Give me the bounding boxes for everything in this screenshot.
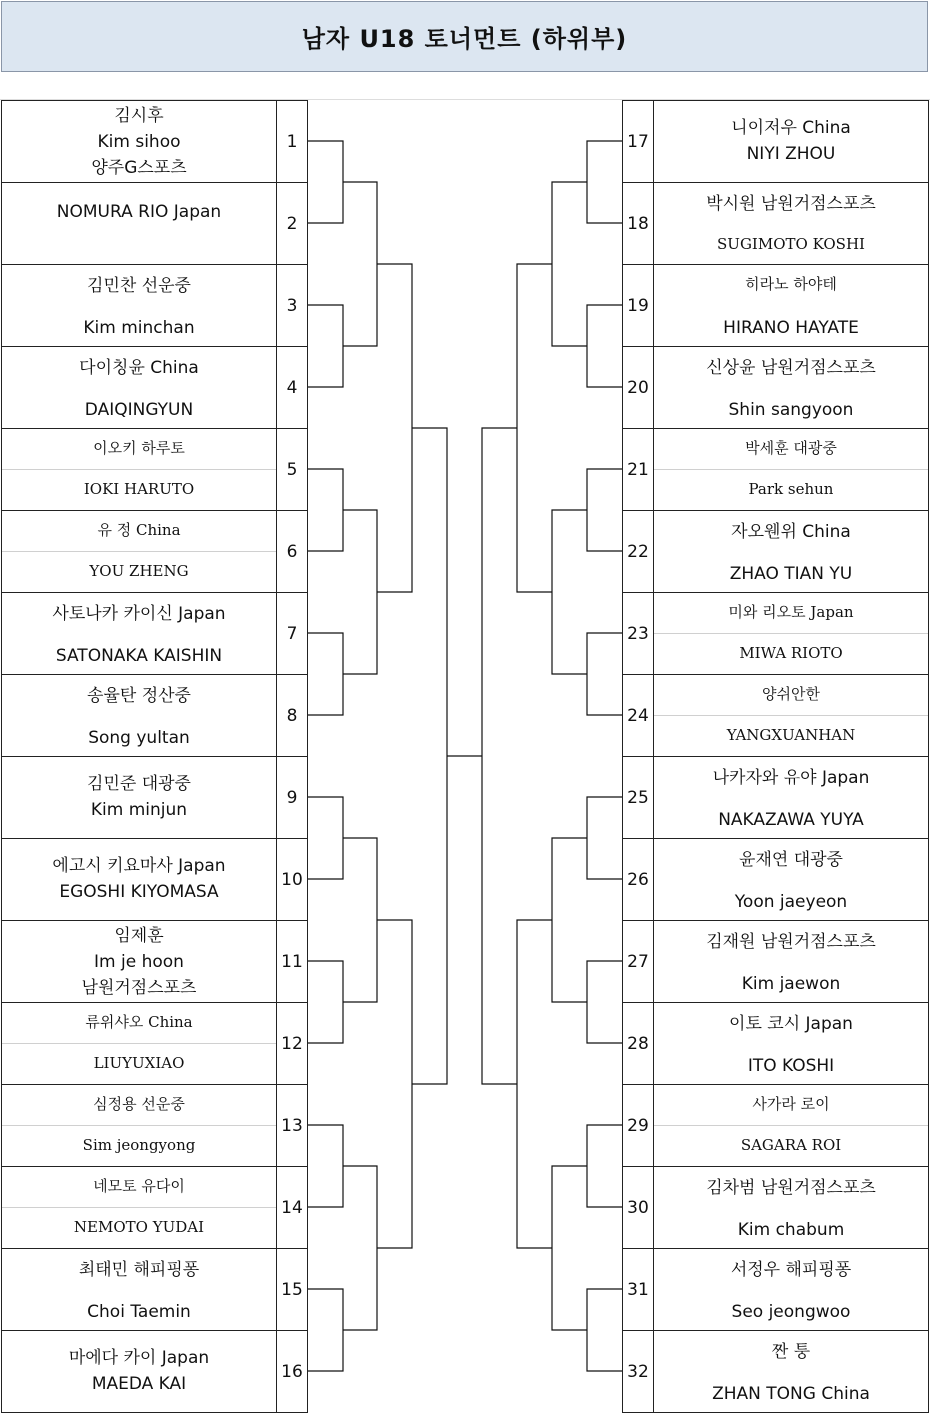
player-detail: ITO KOSHI [747,1056,835,1076]
right-bracket-r1 [587,305,622,387]
seed-number: 17 [622,100,654,183]
left-bracket-r2 [343,182,377,346]
player-name: 윤재연 대광중 [739,850,843,870]
seed-number: 8 [276,674,308,757]
left-bracket-r1 [308,797,343,879]
seed-number: 4 [276,346,308,429]
player-detail: IOKI HARUTO [83,480,195,498]
seed-number: 3 [276,264,308,347]
seed-number: 26 [622,838,654,921]
player-name: 신상윤 남원거점스포츠 [706,358,876,378]
player-detail: MAEDA KAI [91,1374,187,1394]
player-name: 서정우 해피핑퐁 [730,1260,852,1280]
seed-number: 7 [276,592,308,675]
seed-number: 1 [276,100,308,183]
player-name: 이오키 하루토 [93,439,185,457]
player-detail: Park sehun [748,480,834,498]
seed-number: 16 [276,1330,308,1413]
player-name: 임제훈 [114,926,164,946]
player-detail: HIRANO HAYATE [723,318,859,338]
left-bracket-r1 [308,469,343,551]
left-bracket-r1 [308,633,343,715]
seed-number: 20 [622,346,654,429]
left-bracket-r4 [412,428,447,1084]
player-name: 사가라 로이 [752,1095,830,1113]
player-detail: Kim jaewon [741,974,841,994]
player-detail: ZHAO TIAN YU [729,564,853,584]
seed-number: 31 [622,1248,654,1331]
seed-number: 11 [276,920,308,1003]
player-name: 네모토 유다이 [93,1177,185,1195]
seed-number: 9 [276,756,308,839]
seed-number: 25 [622,756,654,839]
seed-number: 32 [622,1330,654,1413]
player-name: 김재원 남원거점스포츠 [706,932,876,952]
left-bracket-r2 [343,510,377,674]
player-detail: 남원거점스포츠 [81,978,197,998]
player-detail: Kim minchan [83,318,195,338]
player-detail: YOU ZHENG [89,562,189,580]
right-bracket-r1 [587,1289,622,1371]
player-name: 김민준 대광중 [87,774,191,794]
player-detail: Seo jeongwoo [731,1302,851,1322]
player-detail: Kim minjun [90,800,188,820]
left-bracket-r1 [308,961,343,1043]
player-name: 이토 코시 Japan [729,1014,853,1034]
left-bracket-r3 [377,920,412,1248]
player-name: 유 정 China [97,521,181,539]
seed-number: 2 [276,182,308,265]
player-name: 김시후 [114,106,164,126]
seed-number: 19 [622,264,654,347]
player-detail: EGOSHI KIYOMASA [59,882,219,902]
seed-number: 5 [276,428,308,511]
left-bracket-r1 [308,141,343,223]
right-bracket-r1 [587,1125,622,1207]
player-name: 나카자와 유야 Japan [712,768,870,788]
right-bracket-r3 [517,920,552,1248]
seed-number: 23 [622,592,654,675]
seed-number: 22 [622,510,654,593]
player-detail: NAKAZAWA YUYA [718,810,864,830]
player-detail: Song yultan [88,728,190,748]
right-bracket-r1 [587,141,622,223]
right-bracket-r2 [552,1166,587,1330]
right-bracket-r2 [552,838,587,1002]
left-bracket-r1 [308,305,343,387]
seed-number: 6 [276,510,308,593]
seed-number: 12 [276,1002,308,1085]
right-bracket-r1 [587,961,622,1043]
seed-number: 27 [622,920,654,1003]
player-detail: 양주G스포츠 [91,158,187,178]
player-name: 박세훈 대광중 [745,439,837,457]
player-detail: SAGARA ROI [740,1136,842,1154]
left-bracket-r1 [308,1289,343,1371]
right-bracket-r1 [587,633,622,715]
player-name: 최태민 해피핑퐁 [78,1260,200,1280]
right-bracket-r3 [517,264,552,592]
player-name: 다이칭윤 China [79,358,199,378]
seed-number: 28 [622,1002,654,1085]
seed-number: 14 [276,1166,308,1249]
player-name: 히라노 하야테 [745,275,837,293]
player-detail: SUGIMOTO KOSHI [717,235,865,253]
player-name: NOMURA RIO Japan [56,202,222,222]
left-bracket-r1 [308,1125,343,1207]
player-detail: Kim chabum [737,1220,845,1240]
player-detail: Choi Taemin [87,1302,191,1322]
player-name: 미와 리오토 Japan [728,603,854,621]
player-detail: NEMOTO YUDAI [73,1218,205,1236]
left-bracket-r2 [343,1166,377,1330]
player-detail: DAIQINGYUN [84,400,194,420]
right-bracket-r1 [587,469,622,551]
player-detail: Sim jeongyong [82,1136,196,1154]
player-name: 김민찬 선운중 [87,276,191,296]
player-name: 에고시 키요마사 Japan [52,856,226,876]
player-name: 니이저우 China [731,118,851,138]
player-name: 자오웬위 China [731,522,851,542]
right-bracket-r4 [482,428,517,1084]
player-detail: LIUYUXIAO [93,1054,185,1072]
seed-number: 29 [622,1084,654,1167]
seed-number: 30 [622,1166,654,1249]
player-name: 류위샤오 China [85,1013,193,1031]
player-detail: Kim sihoo [97,132,181,152]
player-detail: YANGXUANHAN [726,726,856,744]
player-name: 송율탄 정산중 [87,686,191,706]
right-bracket-r2 [552,182,587,346]
seed-number: 18 [622,182,654,265]
player-name: 심정용 선운중 [93,1095,185,1113]
left-bracket-r3 [377,264,412,592]
player-detail: MIWA RIOTO [739,644,843,662]
player-name: 짠 퉁 [771,1342,811,1362]
player-name: 박시원 남원거점스포츠 [706,194,876,214]
seed-number: 21 [622,428,654,511]
player-name: 김차범 남원거점스포츠 [706,1178,876,1198]
player-name: 마에다 카이 Japan [68,1348,210,1368]
right-bracket-r2 [552,510,587,674]
player-detail: Shin sangyoon [728,400,854,420]
player-detail: NIYI ZHOU [746,144,836,164]
seed-number: 24 [622,674,654,757]
player-name: 양쉬안한 [762,685,820,703]
player-detail: Yoon jaeyeon [734,892,848,912]
player-name: 사토나카 카이신 Japan [52,604,226,624]
player-detail: SATONAKA KAISHIN [55,646,223,666]
page-title: 남자 U18 토너먼트 (하위부) [1,1,928,72]
left-bracket-r2 [343,838,377,1002]
player-detail: Im je hoon [94,952,184,972]
seed-number: 15 [276,1248,308,1331]
right-bracket-r1 [587,797,622,879]
seed-number: 10 [276,838,308,921]
player-detail: ZHAN TONG China [712,1384,870,1404]
seed-number: 13 [276,1084,308,1167]
